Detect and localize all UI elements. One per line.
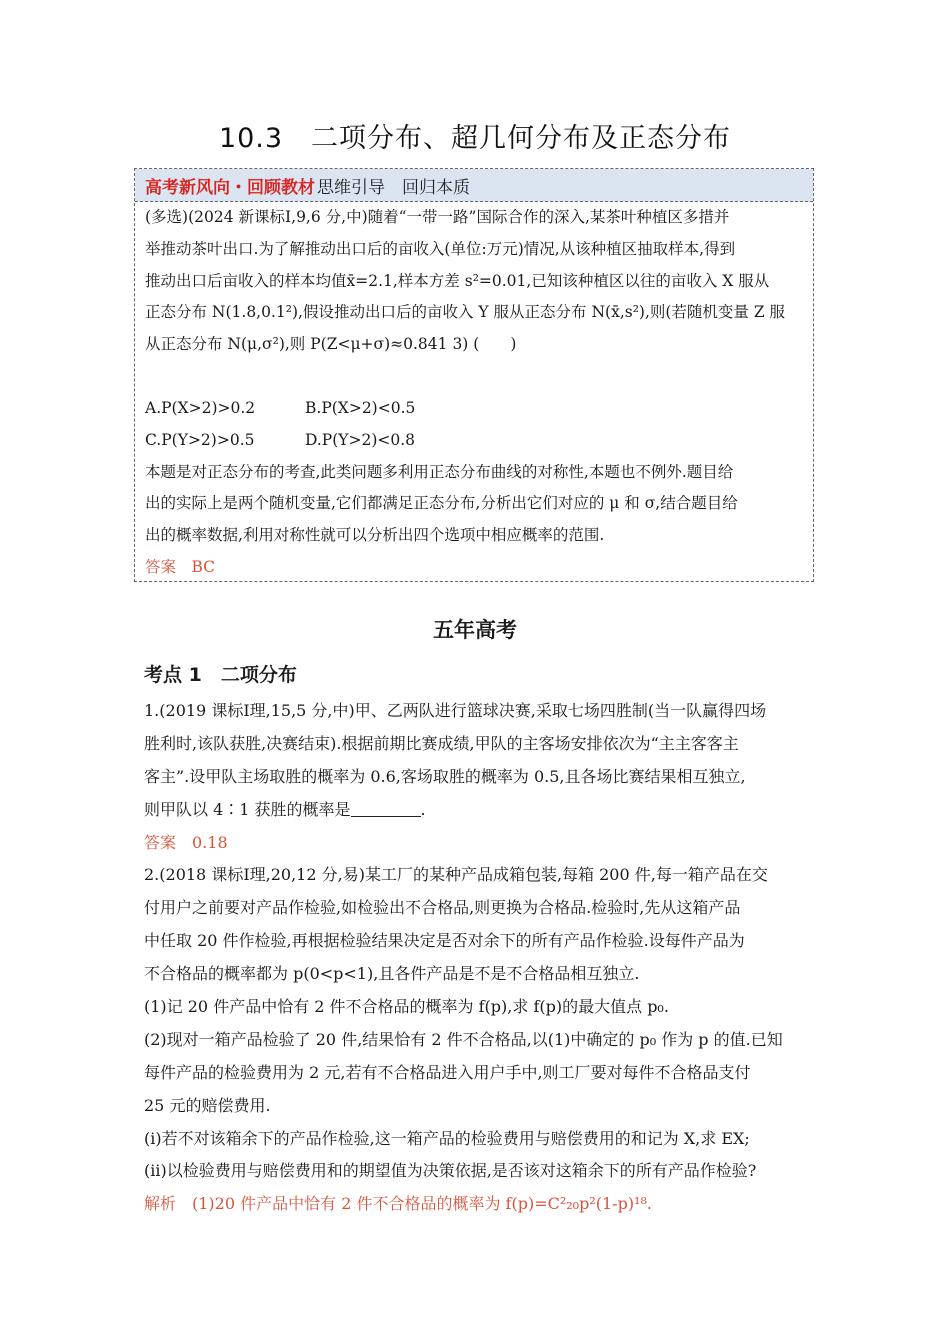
- q2-solution: 解析 (1)20 件产品中恰有 2 件不合格品的概率为 f(p)=C²₂₀p²(1-p)¹⁸.: [144, 1194, 652, 1214]
- question-line: 举推动茶叶出口.为了解推动出口后的亩收入(单位:万元)情况,从该种植区抽取样本,得到: [145, 239, 736, 258]
- q2-line: 2.(2018 课标Ⅰ理,20,12 分,易)某工厂的某种产品成箱包装,每箱 200 件,每一箱产品在交: [144, 865, 768, 885]
- q2-line: 不合格品的概率都为 p(0<p<1),且各件产品是不是不合格品相互独立.: [144, 964, 640, 984]
- q1-last-text: 则甲队以 4∶1 获胜的概率是: [144, 799, 351, 819]
- questions-body: [144, 695, 814, 1221]
- answer-blank: [351, 798, 421, 817]
- question-line: 正态分布 N(1.8,0.1²),假设推动出口后的亩收入 Y 服从正态分布 N(x̄,s²),则(若随机变量 Z 服: [145, 303, 786, 322]
- header-subtitle: 思维引导 回归本质: [317, 177, 470, 198]
- q2-line: 每件产品的检验费用为 2 元,若有不合格品进入用户手中,则工厂要对每件不合格品支付: [144, 1062, 751, 1082]
- review-box: [134, 168, 814, 582]
- analysis-line: 出的实际上是两个随机变量,它们都满足正态分布,分析出它们对应的 μ 和 σ,结合题目给: [145, 494, 738, 513]
- analysis-line: 本题是对正态分布的考查,此类问题多利用正态分布曲线的对称性,本题也不例外.题目给: [145, 462, 734, 481]
- page-title: 10.3 二项分布、超几何分布及正态分布: [218, 123, 732, 154]
- topic-heading: 考点 1 二项分布: [144, 664, 297, 686]
- q2-line: (i)若不对该箱余下的产品作检验,这一箱产品的检验费用与赔偿费用的和记为 X,求 EX;: [144, 1128, 750, 1148]
- options-row: [145, 393, 803, 425]
- box-answer: 答案 BC: [145, 557, 216, 576]
- review-box-body: [135, 202, 813, 584]
- option-b: B.P(X>2)<0.5: [305, 398, 416, 417]
- q1-answer: 答案 0.18: [144, 832, 228, 852]
- option-c: C.P(Y>2)>0.5: [145, 430, 255, 449]
- analysis-line: 出的概率数据,利用对称性就可以分析出四个选项中相应概率的范围.: [145, 526, 605, 545]
- question-line: 推动出口后亩收入的样本均值x̄=2.1,样本方差 s²=0.01,已知该种植区以往的亩收入 X 服从: [145, 271, 770, 290]
- q2-line: 中任取 20 件作检验,再根据检验结果决定是否对余下的所有产品作检验.设每件产品为: [144, 931, 745, 951]
- q1-line: 胜利时,该队获胜,决赛结束).根据前期比赛成绩,甲队的主客场安排依次为“主主客客主: [144, 733, 739, 753]
- option-d: D.P(Y>2)<0.8: [305, 430, 416, 449]
- question-line: (多选)(2024 新课标Ⅰ,9,6 分,中)随着“一带一路”国际合作的深入,某茶叶种植区多措并: [145, 208, 730, 226]
- q2-line: (ii)以检验费用与赔偿费用和的期望值为决策依据,是否该对这箱余下的所有产品作检验?: [144, 1161, 757, 1181]
- q2-line: (2)现对一箱产品检验了 20 件,结果恰有 2 件不合格品,以(1)中确定的 p₀ 作为 p 的值.已知: [144, 1029, 783, 1049]
- q2-line: 付用户之前要对产品作检验,如检验出不合格品,则更换为合格品.检验时,先从这箱产品: [144, 898, 741, 918]
- options-row: [145, 425, 803, 457]
- q1-line: 客主”.设甲队主场取胜的概率为 0.6,客场取胜的概率为 0.5,且各场比赛结果相互独立,: [144, 766, 746, 786]
- section-title: 五年高考: [433, 618, 517, 642]
- option-a: A.P(X>2)>0.2: [145, 398, 256, 417]
- q1-line: 1.(2019 课标Ⅰ理,15,5 分,中)甲、乙两队进行篮球决赛,采取七场四胜制(当一队赢得四场: [144, 701, 767, 720]
- header-highlight: 高考新风向・回顾教材: [145, 177, 315, 198]
- q1-last-tail: .: [420, 799, 426, 819]
- q2-line: 25 元的赔偿费用.: [144, 1095, 271, 1115]
- q2-line: (1)记 20 件产品中恰有 2 件不合格品的概率为 f(p),求 f(p)的最大值点 p₀.: [144, 997, 669, 1017]
- review-box-header: [135, 169, 813, 202]
- q1-last-line: [144, 794, 814, 827]
- question-line: 从正态分布 N(μ,σ²),则 P(Z<μ+σ)≈0.841 3) ( ): [145, 335, 517, 354]
